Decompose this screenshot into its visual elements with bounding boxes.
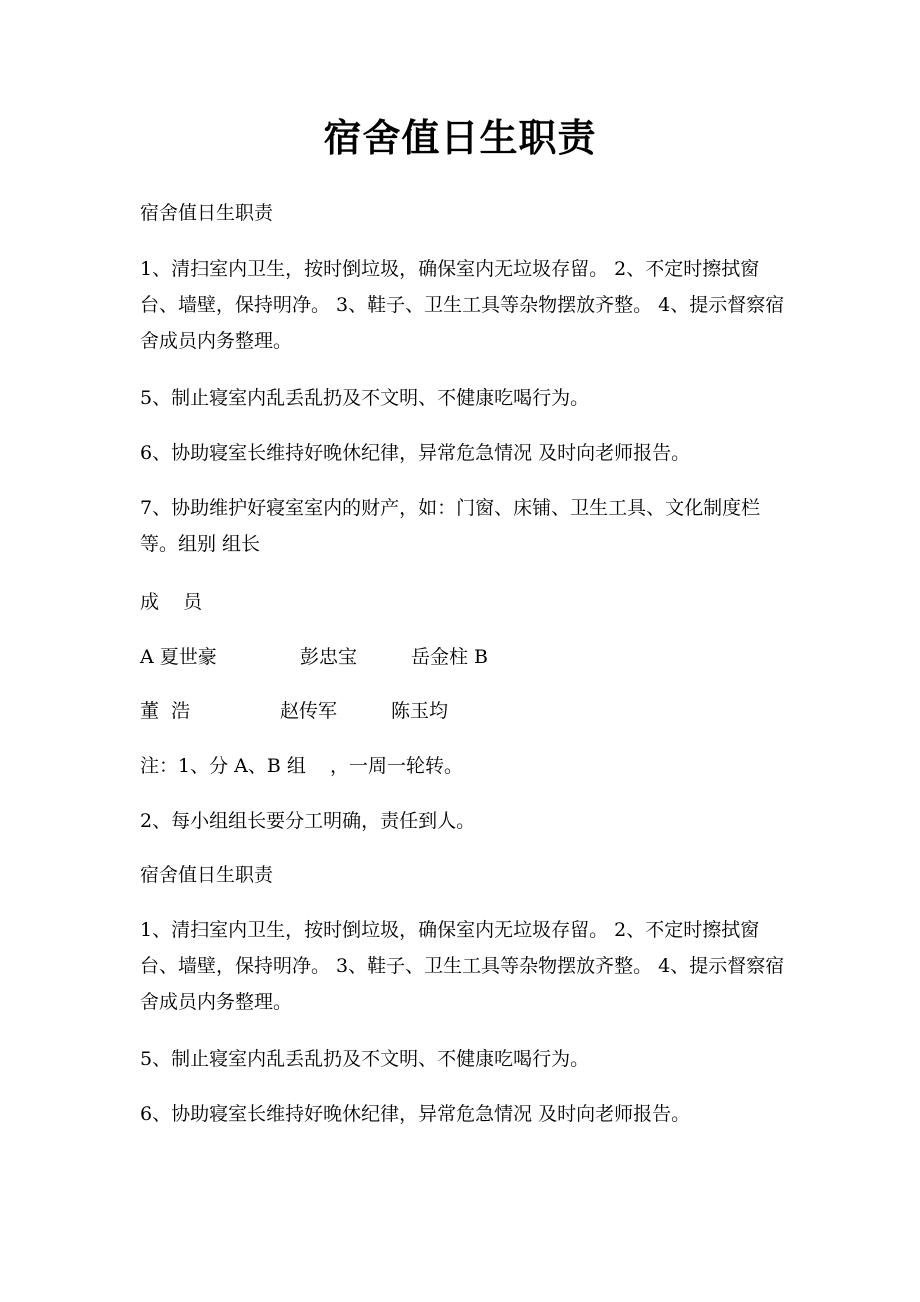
member-cell: 岳金柱 B [411, 646, 489, 668]
section-2-duties-1-4: 1、清扫室内卫生，按时倒垃圾，确保室内无垃圾存留。 2、不定时擦拭窗台、墙壁，保持明净。 3、鞋子、卫生工具等杂物摆放齐整。 4、提示督察宿舍成员内务整理。 [140, 919, 785, 1013]
member-cell: 董 浩 [140, 700, 191, 722]
members-row-a [140, 639, 785, 675]
member-cell: A 夏世豪 [140, 646, 217, 668]
section-1-duty-6: 6、协助寝室长维持好晚休纪律，异常危急情况 及时向老师报告。 [140, 442, 691, 464]
section-2-duty-5: 5、制止寝室内乱丢乱扔及不文明、不健康吃喝行为。 [140, 1048, 590, 1070]
members-row-b [140, 693, 785, 729]
member-cell: 陈玉均 [391, 700, 449, 722]
section-1-duties-1-4: 1、清扫室内卫生，按时倒垃圾，确保室内无垃圾存留。 2、不定时擦拭窗台、墙壁，保持明净。 3、鞋子、卫生工具等杂物摆放齐整。 4、提示督察宿舍成员内务整理。 [140, 258, 785, 352]
member-cell: 赵传军 [280, 700, 338, 722]
document-title: 宿舍值日生职责 [323, 115, 597, 160]
note-1: 注：1、分 A、B 组 ，一周一轮转。 [140, 755, 464, 777]
section-1-duty-7: 7、协助维护好寝室室内的财产，如：门窗、床铺、卫生工具、文化制度栏等。组别 组长 [140, 497, 761, 555]
section-2-duty-6: 6、协助寝室长维持好晚休纪律，异常危急情况 及时向老师报告。 [140, 1103, 691, 1125]
section-1-duty-5: 5、制止寝室内乱丢乱扔及不文明、不健康吃喝行为。 [140, 387, 590, 409]
member-cell: 彭忠宝 [300, 646, 358, 668]
note-2: 2、每小组组长要分工明确，责任到人。 [140, 810, 476, 832]
section-1-heading: 宿舍值日生职责 [140, 202, 274, 224]
section-2-heading: 宿舍值日生职责 [140, 864, 274, 886]
members-header: 成 员 [140, 591, 203, 613]
